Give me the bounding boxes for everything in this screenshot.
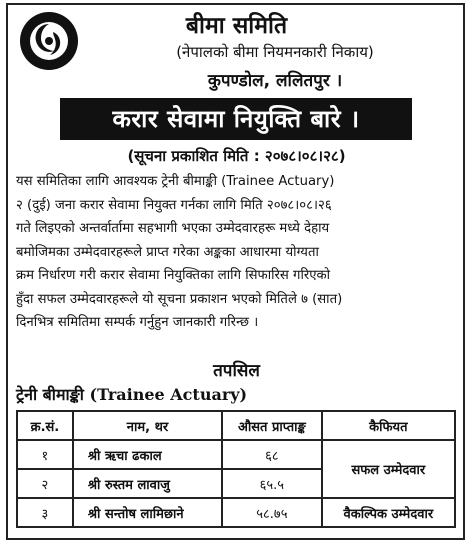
notice-body-line: हुँदा सफल उम्मेदवारहरूले यो सूचना प्रकाशन भएको मितिले ७ (सात): [16, 291, 343, 307]
table-row: [17, 440, 455, 469]
row-score: ६८: [222, 440, 322, 469]
table-header-row: [17, 411, 455, 440]
org-subtitle: (नेपालको बीमा नियमनकारी निकाय): [176, 43, 374, 61]
org-name: बीमा समिति: [185, 13, 288, 39]
column-header-remarks: कैफियत: [322, 411, 455, 440]
notice-body-line: क्रम निर्धारण गरी करार सेवामा नियुक्तिका लागि सिफारिस गरिएको: [16, 268, 331, 283]
notice-body-line: दिनभित्र समितिमा सम्पर्क गर्नुहुन जानकारी गरिन्छ ।: [16, 315, 259, 330]
published-date: (सूचना प्रकाशित मिति : २०७८।०८।२८): [127, 147, 346, 165]
row-sn: २: [17, 469, 73, 498]
notice-title: करार सेवामा नियुक्ति बारे ।: [60, 98, 412, 140]
notice-body-line: बमोजिमका उम्मेदवारहरूले प्राप्त गरेका अङ्कका आधारमा योग्यता: [16, 244, 319, 260]
table-row: [17, 498, 455, 527]
details-heading: तपसिल: [213, 361, 260, 381]
row-name: श्री सन्तोष लामिछाने: [73, 498, 222, 527]
position-name-en: (Trainee Actuary): [89, 385, 248, 404]
row-name: श्री रुस्तम लावाजु: [73, 469, 222, 498]
column-header-sn: क्र.सं.: [17, 411, 73, 440]
notice-body-line: २ (दुई) जना करार सेवामा नियुक्त गर्नका लागि मिति २०७८।०८।२६: [16, 197, 332, 213]
remark-successful: सफल उम्मेदवार: [322, 440, 455, 498]
position-heading: [16, 383, 247, 405]
results-table: [16, 410, 456, 528]
row-name: श्री ऋचा ढकाल: [73, 440, 222, 469]
row-score: ६५.५: [222, 469, 322, 498]
row-score: ५८.७५: [222, 498, 322, 527]
notice-body-line: यस समितिका लागि आवश्यक ट्रेनी बीमाङ्की (Trainee Actuary): [16, 174, 335, 189]
row-sn: १: [17, 440, 73, 469]
org-address: कुपण्डोल, ललितपुर ।: [207, 71, 343, 91]
column-header-score: औसत प्राप्ताङ्क: [222, 411, 322, 440]
notice-body-line: गते लिइएको अन्तर्वार्तामा सहभागी भएका उम्मेदवारहरू मध्ये देहाय: [16, 221, 330, 236]
notice-body: [16, 170, 459, 335]
remark-alternate: वैकल्पिक उम्मेदवार: [322, 498, 455, 527]
row-sn: ३: [17, 498, 73, 527]
column-header-name: नाम, थर: [73, 411, 222, 440]
position-name-np: ट्रेनी बीमाङ्की: [16, 385, 84, 404]
